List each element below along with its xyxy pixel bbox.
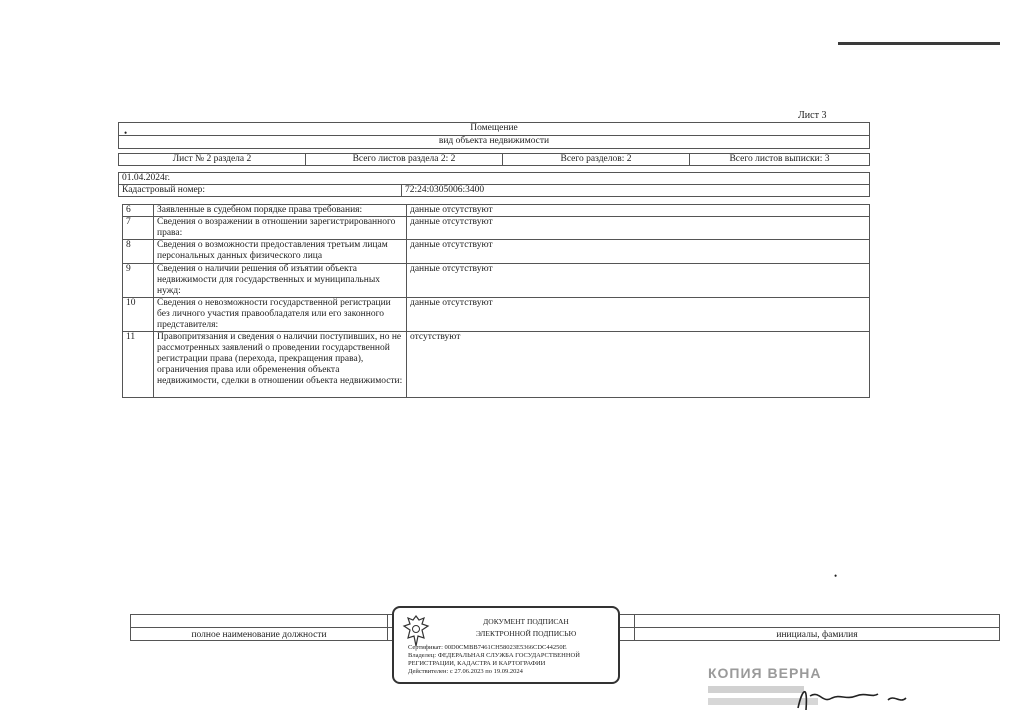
table-row [123,298,870,332]
stray-mark: • [834,571,838,581]
row-description: Правопритязания и сведения о наличии поступивших, но не рассмотренных заявлений о проведении государственной регистрации права (перехода, прекращения права), ограничения права или обременения объекта недвижимости, сделки в отношении объекта недвижимости: [154,332,407,398]
stamp-owner-cont: РЕГИСТРАЦИИ, КАДАСТРА И КАРТОГРАФИИ [408,660,546,667]
initials-line [635,615,1000,628]
coat-of-arms-icon [402,614,430,648]
stamp-title: ДОКУМЕНТ ПОДПИСАН [483,617,569,626]
position-line [131,615,388,628]
stamp-owner: Владелец: ФЕДЕРАЛЬНАЯ СЛУЖБА ГОСУДАРСТВЕННОЙ [408,652,580,659]
row-number: 10 [123,298,154,332]
row-value: отсутствуют [407,332,870,398]
table-row [123,205,870,217]
document-date: 01.04.2024г. [119,173,870,185]
cadastral-label: Кадастровый номер: [119,185,402,197]
sheet-label: Лист 3 [798,110,827,121]
stray-mark: • [124,128,128,138]
cadastral-value: 72:24:0305006:3400 [402,185,870,197]
table-row [123,264,870,298]
table-row [123,240,870,264]
stamp-certificate: Сертификат: 00D0CMBB7461CH58023E5366CDC44250E [408,644,567,651]
header-title: Помещение [119,123,870,136]
row-description: Заявленные в судебном порядке права требования: [154,205,407,217]
meta-table [118,172,870,197]
row-number: 9 [123,264,154,298]
header-subtitle: вид объекта недвижимости [119,136,870,149]
row-description: Сведения о наличии решения об изъятии объекта недвижимости для государственных и муниципальных нужд: [154,264,407,298]
row-number: 11 [123,332,154,398]
row-description: Сведения о невозможности государственной регистрации без личного участия правообладателя или его законного представителя: [154,298,407,332]
row-value: данные отсутствуют [407,205,870,217]
top-rule [838,42,1000,45]
row-description: Сведения о возможности предоставления третьим лицам персональных данных физического лица [154,240,407,264]
row-number: 6 [123,205,154,217]
sheet-number: Лист № 2 раздела 2 [119,154,306,166]
position-label: полное наименование должности [131,628,388,641]
row-value: данные отсутствуют [407,217,870,240]
copy-certification-stamp [700,660,950,720]
stamp-validity: Действителен: с 27.06.2023 по 19.09.2024 [408,668,523,675]
records-table [122,204,870,398]
table-row [123,217,870,240]
svg-text:КОПИЯ ВЕРНА: КОПИЯ ВЕРНА [708,665,822,681]
row-value: данные отсутствуют [407,240,870,264]
initials-label: инициалы, фамилия [635,628,1000,641]
row-value: данные отсутствуют [407,264,870,298]
stamp-subtitle: ЭЛЕКТРОННОЙ ПОДПИСЬЮ [475,629,577,638]
row-number: 8 [123,240,154,264]
table-row [123,332,870,398]
total-sheets-section: Всего листов раздела 2: 2 [306,154,503,166]
row-description: Сведения о возражении в отношении зарегистрированного права: [154,217,407,240]
sheet-info-table [118,153,870,166]
electronic-signature-stamp [392,606,620,684]
row-number: 7 [123,217,154,240]
total-sections: Всего разделов: 2 [503,154,690,166]
header-table [118,122,870,149]
row-value: данные отсутствуют [407,298,870,332]
total-sheets-extract: Всего листов выписки: 3 [690,154,870,166]
